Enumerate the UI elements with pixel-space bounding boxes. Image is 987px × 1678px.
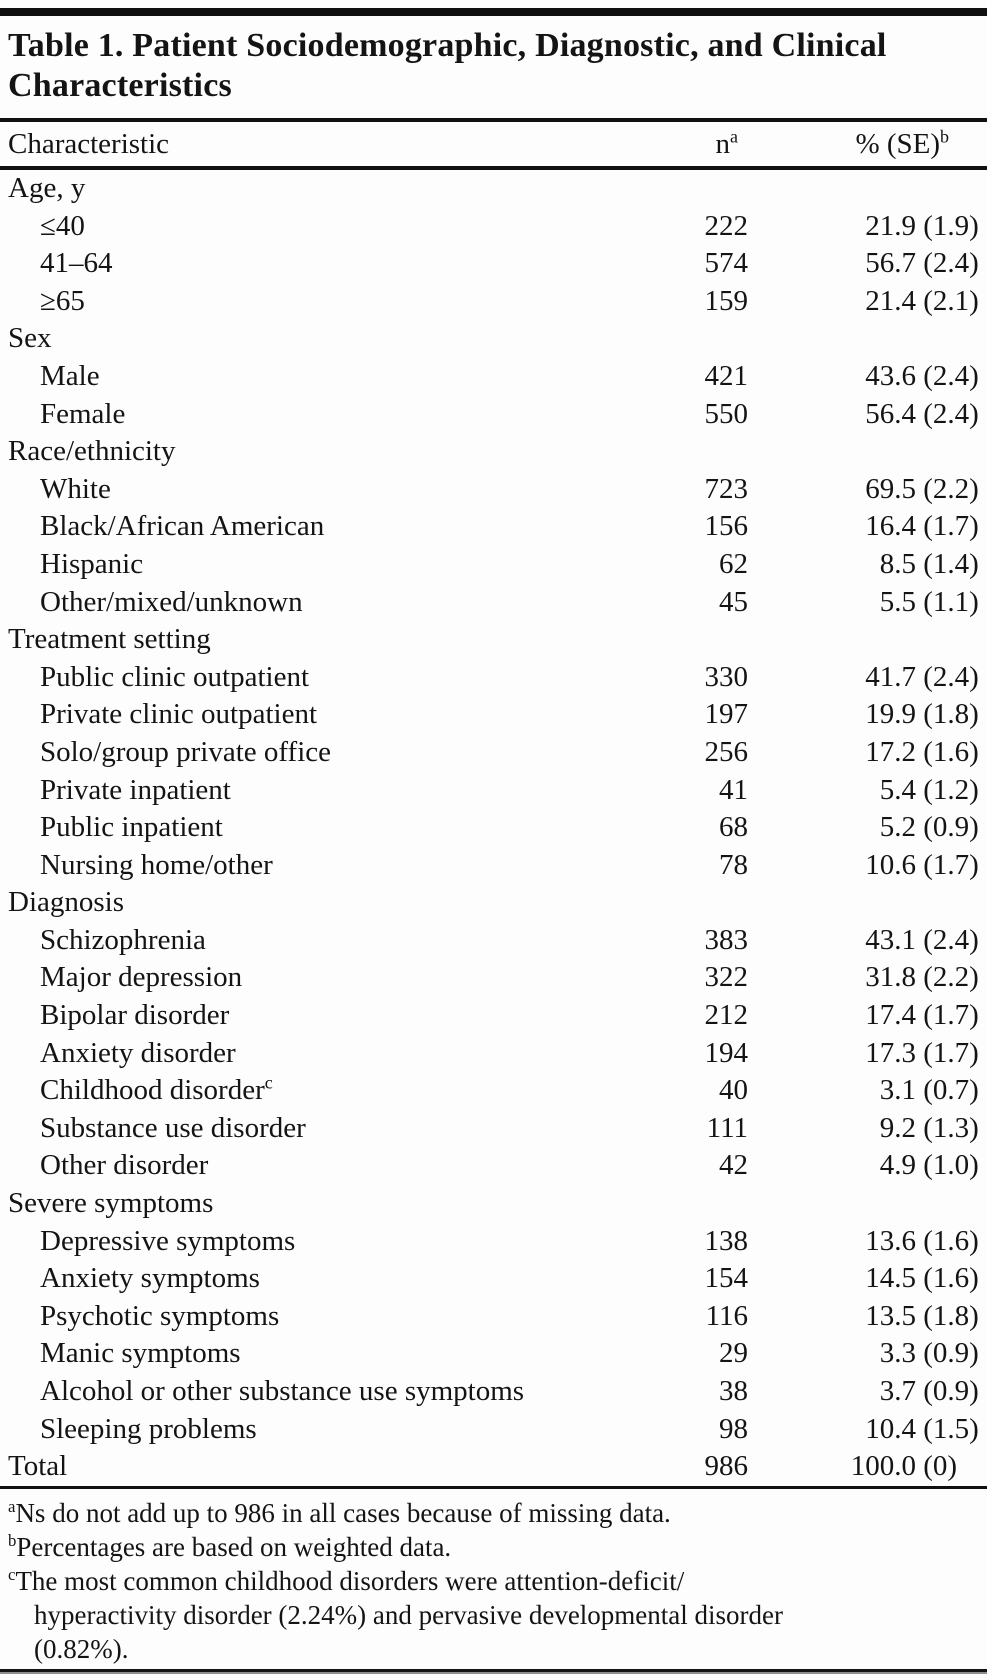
pct-se-cell xyxy=(748,959,987,997)
pct-se-cell xyxy=(748,809,987,847)
se-value: (0.9) xyxy=(916,811,979,844)
n-cell: 40 xyxy=(719,1074,748,1107)
n-cell: 41 xyxy=(719,773,748,806)
n-cell: 42 xyxy=(719,1149,748,1182)
se-value: (1.7) xyxy=(916,1036,979,1069)
n-cell: 197 xyxy=(704,698,748,731)
pct-se-cell xyxy=(748,320,987,358)
se-value: (1.9) xyxy=(916,209,979,242)
table-row xyxy=(0,1335,987,1373)
se-value: (1.7) xyxy=(916,999,979,1032)
table-row xyxy=(0,358,987,396)
n-cell: 383 xyxy=(704,923,748,956)
table-row xyxy=(0,659,987,697)
pct-se-cell xyxy=(748,1448,987,1487)
se-value: (1.3) xyxy=(916,1111,979,1144)
pct-value: 17.3 xyxy=(865,1036,916,1069)
table-row xyxy=(0,396,987,434)
n-cell: 194 xyxy=(704,1036,748,1069)
se-value: (1.5) xyxy=(916,1412,979,1445)
table-row xyxy=(0,1298,987,1336)
pct-se-cell xyxy=(748,433,987,471)
n-cell: 29 xyxy=(719,1337,748,1370)
se-value: (2.4) xyxy=(916,923,979,956)
pct-se-cell xyxy=(748,659,987,697)
n-cell xyxy=(628,1185,748,1223)
n-cell: 330 xyxy=(704,660,748,693)
pct-value: 3.1 xyxy=(879,1074,916,1107)
characteristic-cell: Psychotic symptoms xyxy=(40,1299,280,1332)
n-cell: 256 xyxy=(704,735,748,768)
footnote-marker-a: a xyxy=(8,1496,16,1516)
n-cell: 45 xyxy=(719,585,748,618)
se-value: (0.9) xyxy=(916,1337,979,1370)
n-cell: 322 xyxy=(704,961,748,994)
n-cell: 574 xyxy=(704,247,748,280)
n-cell: 156 xyxy=(704,510,748,543)
table-row xyxy=(0,922,987,960)
footnote-marker-c: c xyxy=(264,1072,273,1093)
pct-se-cell xyxy=(748,168,987,208)
se-value: (2.4) xyxy=(916,660,979,693)
characteristic-cell: Solo/group private office xyxy=(40,735,332,768)
se-value: (2.2) xyxy=(916,472,979,505)
se-value: (1.1) xyxy=(916,585,979,618)
characteristic-cell: ≤40 xyxy=(40,209,85,242)
table-row xyxy=(0,1110,987,1148)
pct-value: 69.5 xyxy=(865,472,916,505)
table-header-row xyxy=(0,120,987,168)
pct-value: 3.3 xyxy=(879,1337,916,1370)
pct-se-cell xyxy=(748,847,987,885)
pct-se-cell xyxy=(748,1298,987,1336)
pct-value: 41.7 xyxy=(865,660,916,693)
table-row xyxy=(0,471,987,509)
footnote-a: $^a$Ns do not add up to 986 in all cases because of missing data. xyxy=(8,1496,671,1528)
se-value: (2.1) xyxy=(916,284,979,317)
characteristic-cell: Public inpatient xyxy=(40,811,223,844)
total-row xyxy=(0,1448,987,1487)
n-cell xyxy=(628,884,748,922)
characteristic-cell: Private inpatient xyxy=(40,773,231,806)
characteristic-cell: Other/mixed/unknown xyxy=(40,585,303,618)
pct-value: 14.5 xyxy=(865,1262,916,1295)
table-row xyxy=(0,283,987,321)
characteristic-cell: Alcohol or other substance use symptoms xyxy=(40,1375,525,1407)
n-cell: 222 xyxy=(704,209,748,242)
pct-se-cell xyxy=(748,772,987,810)
footnote-marker-b: b xyxy=(8,1530,17,1550)
table-row xyxy=(0,959,987,997)
table-body xyxy=(0,168,987,1487)
pct-se-cell xyxy=(748,621,987,659)
pct-se-cell xyxy=(748,997,987,1035)
characteristic-cell: Male xyxy=(40,359,100,392)
characteristic-cell: Major depression xyxy=(40,961,243,994)
section-row xyxy=(0,320,987,358)
column-header-pct-se: % (SE)$^b$ xyxy=(748,120,987,168)
pct-value: 100.0 xyxy=(850,1450,916,1483)
characteristic-cell: Total xyxy=(0,1448,628,1487)
pct-se-cell xyxy=(748,1260,987,1298)
characteristic-cell: Diagnosis xyxy=(8,886,124,919)
table-row xyxy=(0,245,987,283)
n-cell: 111 xyxy=(706,1111,748,1144)
footnote-marker-b: b xyxy=(940,126,949,147)
pct-se-cell xyxy=(748,396,987,434)
characteristic-cell: ≥65 xyxy=(40,284,85,317)
table-row xyxy=(0,1223,987,1261)
characteristic-cell: Female xyxy=(40,397,126,430)
se-value: (0.7) xyxy=(916,1074,979,1107)
n-cell xyxy=(628,320,748,358)
characteristic-cell: Private clinic outpatient xyxy=(40,698,318,731)
n-cell: 78 xyxy=(719,848,748,881)
characteristic-cell: 41–64 xyxy=(40,247,113,280)
n-cell: 98 xyxy=(719,1412,748,1445)
pct-value: 5.4 xyxy=(879,773,916,806)
characteristic-cell: Other disorder xyxy=(40,1149,209,1182)
characteristic-cell: Anxiety symptoms xyxy=(40,1262,260,1295)
se-value: (1.6) xyxy=(916,735,979,768)
table-row xyxy=(0,809,987,847)
table-row xyxy=(0,772,987,810)
characteristic-cell: Depressive symptoms xyxy=(40,1224,296,1257)
section-row xyxy=(0,1185,987,1223)
characteristic-cell: Sex xyxy=(8,322,52,355)
n-cell: 421 xyxy=(704,359,748,392)
pct-se-cell xyxy=(748,546,987,584)
pct-se-cell xyxy=(748,471,987,509)
characteristic-cell: Anxiety disorder xyxy=(40,1036,236,1069)
pct-value: 4.9 xyxy=(879,1149,916,1182)
characteristic-cell: White xyxy=(40,472,111,505)
footnote-marker-a: a xyxy=(730,126,738,147)
pct-value: 56.7 xyxy=(865,247,916,280)
se-value: (1.4) xyxy=(916,547,979,580)
table-bottom-rule xyxy=(0,1669,987,1674)
se-value: (1.7) xyxy=(916,848,979,881)
pct-se-cell xyxy=(748,1147,987,1185)
pct-value: 16.4 xyxy=(865,510,916,543)
characteristic-cell: Treatment setting xyxy=(8,623,211,656)
table-top-rule xyxy=(0,8,987,16)
table-row xyxy=(0,1260,987,1298)
pct-value: 17.4 xyxy=(865,999,916,1032)
pct-value: 21.9 xyxy=(865,209,916,242)
table-row xyxy=(0,546,987,584)
pct-se-cell xyxy=(748,358,987,396)
pct-se-cell xyxy=(748,208,987,246)
characteristic-cell: Race/ethnicity xyxy=(8,435,176,468)
footnote-marker-c: c xyxy=(8,1564,16,1584)
n-cell: 68 xyxy=(719,811,748,844)
pct-value: 17.2 xyxy=(865,735,916,768)
n-cell: 159 xyxy=(704,284,748,317)
pct-value: 56.4 xyxy=(865,397,916,430)
pct-value: 13.5 xyxy=(865,1299,916,1332)
characteristic-cell: Schizophrenia xyxy=(40,923,206,956)
pct-value: 19.9 xyxy=(865,698,916,731)
se-value: (1.6) xyxy=(916,1224,979,1257)
section-row xyxy=(0,168,987,208)
se-value: (1.2) xyxy=(916,773,979,806)
n-cell: 62 xyxy=(719,547,748,580)
table-row xyxy=(0,1373,987,1411)
table-row xyxy=(0,847,987,885)
table-row xyxy=(0,734,987,772)
table-row xyxy=(0,584,987,622)
se-value: (2.4) xyxy=(916,247,979,280)
n-cell: 986 xyxy=(628,1448,748,1487)
table-title: Table 1. Patient Sociodemographic, Diagnostic, and Clinical Characteristics xyxy=(8,27,887,104)
pct-se-cell xyxy=(748,1223,987,1261)
table-row xyxy=(0,208,987,246)
section-row xyxy=(0,884,987,922)
table-row xyxy=(0,1411,987,1449)
n-cell: 138 xyxy=(704,1224,748,1257)
se-value: (1.7) xyxy=(916,510,979,543)
characteristic-cell: Manic symptoms xyxy=(40,1337,241,1370)
n-cell xyxy=(628,168,748,208)
pct-value: 43.1 xyxy=(865,923,916,956)
column-header-characteristic: Characteristic xyxy=(0,120,628,168)
pct-se-cell xyxy=(748,1411,987,1449)
pct-se-cell xyxy=(748,884,987,922)
se-value: (0.9) xyxy=(916,1375,979,1407)
characteristics-table xyxy=(0,118,987,1489)
se-value: (2.2) xyxy=(916,961,979,994)
se-value: (1.8) xyxy=(916,1299,979,1332)
pct-se-cell xyxy=(748,245,987,283)
pct-value: 10.4 xyxy=(865,1412,916,1445)
se-value: (1.0) xyxy=(916,1149,979,1182)
pct-value: 13.6 xyxy=(865,1224,916,1257)
n-cell xyxy=(628,621,748,659)
characteristic-cell: Childhood disorder$^c$ xyxy=(40,1072,273,1107)
n-cell: 550 xyxy=(704,397,748,430)
n-cell xyxy=(628,433,748,471)
column-header-n: $n^a$ xyxy=(628,120,748,168)
table-row xyxy=(0,997,987,1035)
se-value: (1.8) xyxy=(916,698,979,731)
characteristic-cell: Sleeping problems xyxy=(40,1412,257,1445)
pct-value: 5.5 xyxy=(879,585,916,618)
pct-se-cell xyxy=(748,584,987,622)
pct-se-cell xyxy=(748,1335,987,1373)
pct-value: 43.6 xyxy=(865,359,916,392)
table-row xyxy=(0,1072,987,1110)
table-row xyxy=(0,696,987,734)
pct-value: 8.5 xyxy=(879,547,916,580)
n-cell: 723 xyxy=(704,472,748,505)
section-row xyxy=(0,621,987,659)
table-footnotes xyxy=(0,1489,987,1669)
characteristic-cell: Hispanic xyxy=(40,547,144,580)
pct-value: 10.6 xyxy=(865,848,916,881)
table-row xyxy=(0,508,987,546)
characteristic-cell: Severe symptoms xyxy=(8,1187,214,1220)
characteristic-cell: Age, y xyxy=(8,172,86,204)
pct-se-cell xyxy=(748,1373,987,1411)
characteristic-cell: Bipolar disorder xyxy=(40,999,230,1032)
section-row xyxy=(0,433,987,471)
footnote-b: $^b$Percentages are based on weighted data. xyxy=(8,1530,452,1562)
pct-se-cell xyxy=(748,1072,987,1110)
pct-se-cell xyxy=(748,508,987,546)
se-value: (2.4) xyxy=(916,359,979,392)
pct-value: 31.8 xyxy=(865,961,916,994)
characteristic-cell: Public clinic outpatient xyxy=(40,660,310,693)
n-cell: 116 xyxy=(705,1299,748,1332)
pct-se-cell xyxy=(748,1185,987,1223)
pct-se-cell xyxy=(748,922,987,960)
n-cell: 38 xyxy=(719,1375,748,1407)
pct-se-cell xyxy=(748,1110,987,1148)
pct-value: 21.4 xyxy=(865,284,916,317)
table-row xyxy=(0,1147,987,1185)
characteristic-cell: Black/African American xyxy=(40,510,325,543)
characteristic-cell: Substance use disorder xyxy=(40,1111,306,1144)
n-cell: 154 xyxy=(704,1262,748,1295)
pct-se-cell xyxy=(748,1035,987,1073)
pct-se-cell xyxy=(748,283,987,321)
pct-se-cell xyxy=(748,734,987,772)
n-cell: 212 xyxy=(704,999,748,1032)
se-value: (0) xyxy=(916,1450,958,1483)
pct-value: 9.2 xyxy=(879,1111,916,1144)
table-row xyxy=(0,1035,987,1073)
pct-se-cell xyxy=(748,696,987,734)
pct-value: 3.7 xyxy=(879,1375,916,1407)
se-value: (2.4) xyxy=(916,397,979,430)
characteristic-cell: Nursing home/other xyxy=(40,848,273,881)
pct-value: 5.2 xyxy=(879,811,916,844)
se-value: (1.6) xyxy=(916,1262,979,1295)
footnote-c: $^c$The most common childhood disorders were attention-deficit/ hyperactivity disorder (2.24%) and pervasive developmental disorder (0.82%). xyxy=(8,1564,783,1664)
